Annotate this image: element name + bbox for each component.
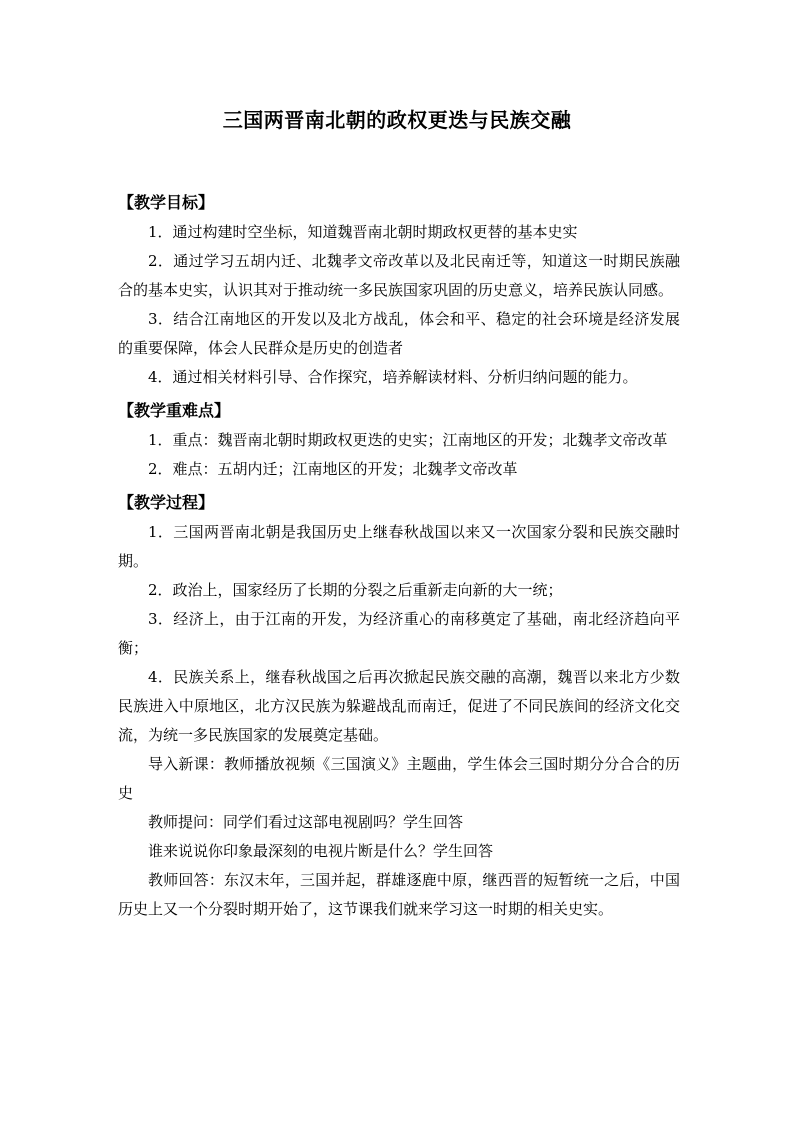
paragraph: 2．难点：五胡内迁；江南地区的开发；北魏孝文帝改革 xyxy=(148,460,518,478)
section-teaching-process xyxy=(118,488,680,924)
paragraph: 谁来说说你印象最深刻的电视片断是什么？学生回答 xyxy=(148,842,494,860)
paragraph: 3．经济上，由于江南的开发，为经济重心的南移奠定了基础，南北经济趋向平衡； xyxy=(118,610,680,657)
section-key-difficult-points xyxy=(118,396,680,484)
section-heading: 【教学重难点】 xyxy=(118,401,231,420)
paragraph: 1．重点：魏晋南北朝时期政权更迭的史实；江南地区的开发；北魏孝文帝改革 xyxy=(148,431,668,449)
paragraph: 4．通过相关材料引导、合作探究，培养解读材料、分析归纳问题的能力。 xyxy=(148,368,638,386)
paragraph: 教师回答：东汉末年，三国并起，群雄逐鹿中原，继西晋的短暂统一之后，中国历史上又一个分裂时期开始了，这节课我们就来学习这一时期的相关史实。 xyxy=(118,871,680,918)
paragraph: 2．通过学习五胡内迁、北魏孝文帝改革以及北民南迁等，知道这一时期民族融合的基本史实，认识其对于推动统一多民族国家巩固的历史意义，培养民族认同感。 xyxy=(118,252,680,299)
paragraph: 1．三国两晋南北朝是我国历史上继春秋战国以来又一次国家分裂和民族交融时期。 xyxy=(118,523,680,570)
section-heading: 【教学过程】 xyxy=(118,493,215,512)
paragraph: 导入新课：教师播放视频《三国演义》主题曲，学生体会三国时期分分合合的历史 xyxy=(118,755,680,802)
paragraph: 教师提问：同学们看过这部电视剧吗？学生回答 xyxy=(148,813,464,831)
paragraph: 2．政治上，国家经历了长期的分裂之后重新走向新的大一统； xyxy=(148,581,563,599)
paragraph: 1．通过构建时空坐标，知道魏晋南北朝时期政权更替的基本史实 xyxy=(148,223,578,241)
document-body xyxy=(118,184,680,924)
paragraph: 3．结合江南地区的开发以及北方战乱，体会和平、稳定的社会环境是经济发展的重要保障，体会人民群众是历史的创造者 xyxy=(118,310,680,357)
section-teaching-goals xyxy=(118,188,680,392)
paragraph: 4．民族关系上，继春秋战国之后再次掀起民族交融的高潮，魏晋以来北方少数民族进入中原地区，北方汉民族为躲避战乱而南迁，促进了不同民族间的经济文化交流，为统一多民族国家的发展奠定基础。 xyxy=(118,668,680,744)
document-title: 三国两晋南北朝的政权更迭与民族交融 xyxy=(222,108,572,132)
section-heading: 【教学目标】 xyxy=(118,193,215,212)
